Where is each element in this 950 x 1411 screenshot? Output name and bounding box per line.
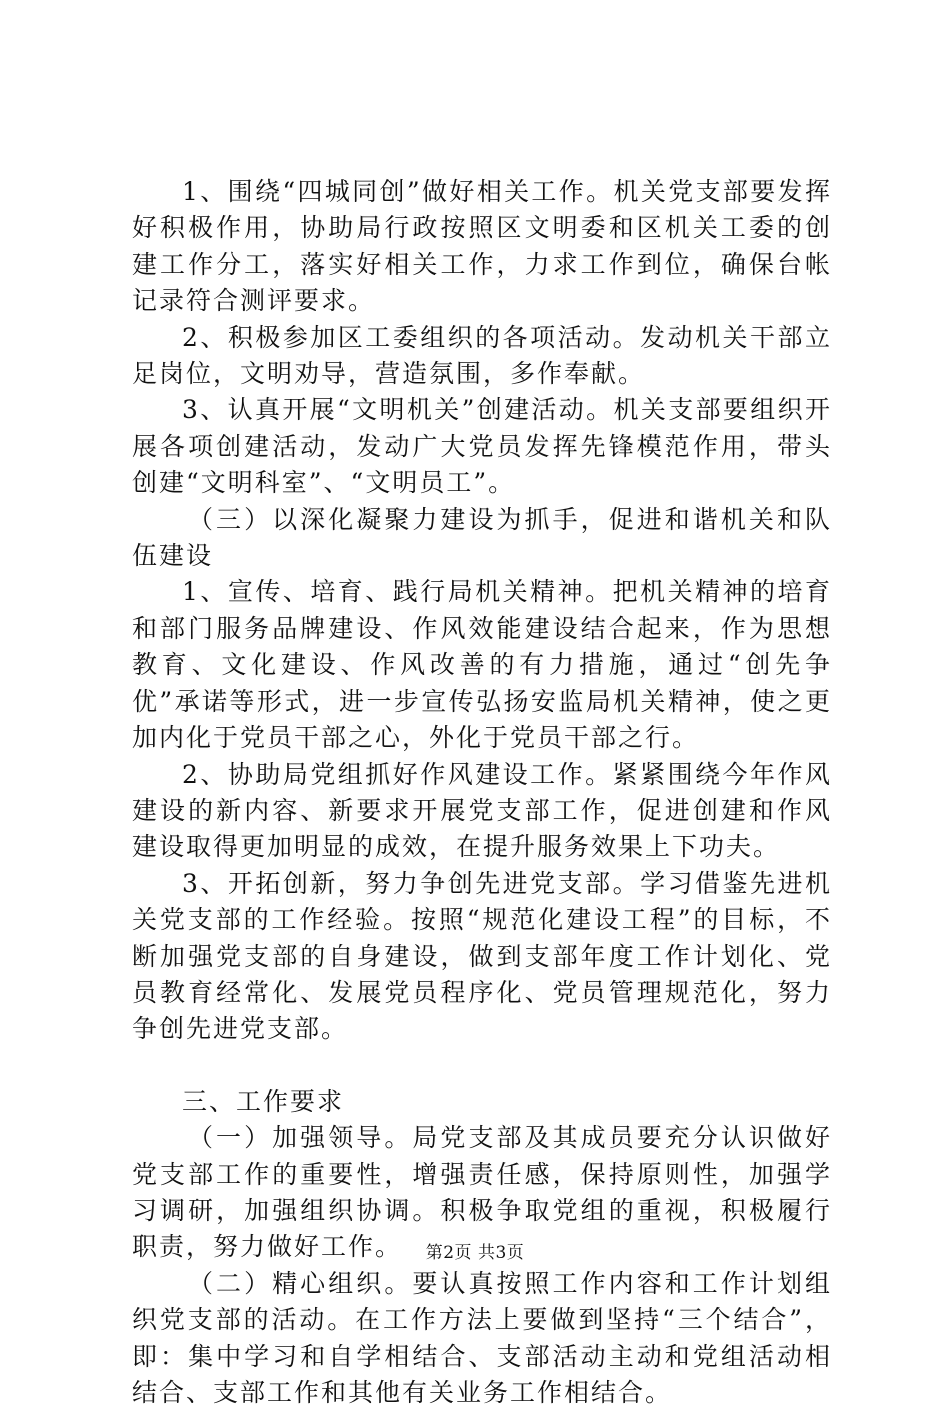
paragraph-item-5: 2、协助局党组抓好作风建设工作。紧紧围绕今年作风建设的新内容、新要求开展党支部工作，促进创建和作风建设取得更加明显的成效，在提升服务效果上下功夫。: [132, 759, 832, 862]
paragraph-item-8: （二）精心组织。要认真按照工作内容和工作计划组织党支部的活动。在工作方法上要做到坚持“三个结合”，即：集中学习和自学相结合、支部活动主动和党组活动相结合、支部工作和其他有关业务工作相结合。: [132, 1268, 832, 1407]
paragraph-item-1: 1、围绕“四城同创”做好相关工作。机关党支部要发挥好积极作用，协助局行政按照区文明委和区机关工委的创建工作分工，落实好相关工作，力求工作到位，确保台帐记录符合测评要求。: [132, 177, 832, 316]
paragraph-gap: [132, 1048, 832, 1084]
paragraph-item-2: 2、积极参加区工委组织的各项活动。发动机关干部立足岗位，文明劝导，营造氛围，多作奉献。: [132, 322, 832, 389]
paragraph-item-6: 3、开拓创新，努力争创先进党支部。学习借鉴先进机关党支部的工作经验。按照“规范化建设工程”的目标，不断加强党支部的自身建设，做到支部年度工作计划化、党员教育经常化、发展党员程序化、党员管理规范化，努力争创先进党支部。: [132, 868, 832, 1044]
section-heading-3: （三）以深化凝聚力建设为抓手，促进和谐机关和队伍建设: [132, 504, 832, 571]
section-heading-requirements: 三、工作要求: [182, 1086, 345, 1116]
paragraph-item-4: 1、宣传、培育、践行局机关精神。把机关精神的培育和部门服务品牌建设、作风效能建设结合起来，作为思想教育、文化建设、作风改善的有力措施，通过“创先争优”承诺等形式，进一步宣传弘扬安监局机关精神，使之更加内化于党员干部之心，外化于党员干部之行。: [132, 577, 832, 753]
document-body: [132, 174, 832, 1411]
page-footer: 第2页 共3页: [425, 1243, 525, 1263]
paragraph-item-3: 3、认真开展“文明机关”创建活动。机关支部要组织开展各项创建活动，发动广大党员发挥先锋模范作用，带头创建“文明科室”、“文明员工”。: [132, 395, 832, 498]
paragraph-item-7: （一）加强领导。局党支部及其成员要充分认识做好党支部工作的重要性，增强责任感，保持原则性，加强学习调研，加强组织协调。积极争取党组的重视，积极履行职责，努力做好工作。: [132, 1123, 832, 1262]
